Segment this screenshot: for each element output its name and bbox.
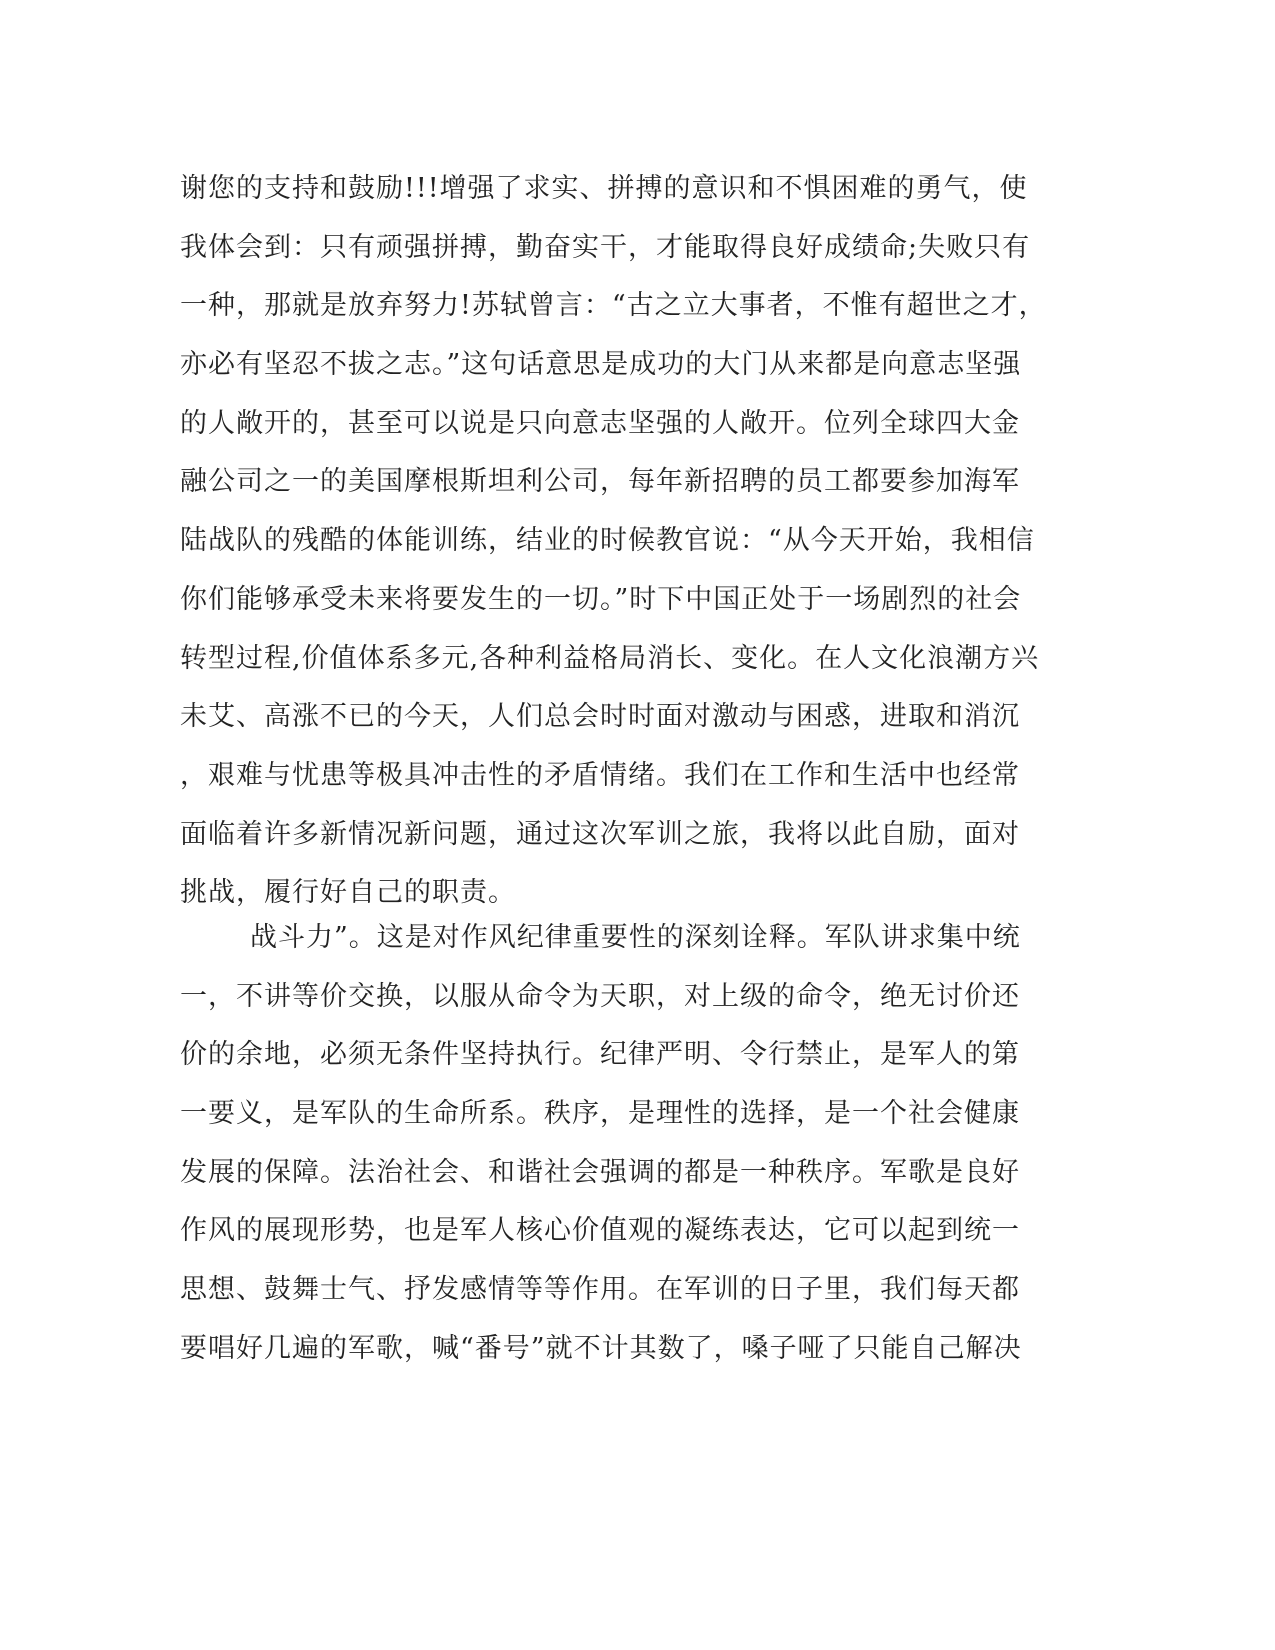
text-line: 亦必有坚忍不拔之志。”这句话意思是成功的大门从来都是向意志坚强	[180, 349, 1022, 381]
text-line: 陆战队的残酷的体能训练，结业的时候教官说：“从今天开始，我相信	[180, 525, 1035, 557]
text-line: 面临着许多新情况新问题，通过这次军训之旅，我将以此自励，面对	[180, 818, 1020, 850]
text-line: 挑战，履行好自己的职责。	[180, 877, 516, 909]
paragraph-1	[180, 160, 1047, 923]
text-line: 发展的保障。法治社会、和谐社会强调的都是一种秩序。军歌是良好	[180, 1156, 1020, 1188]
text-line: 我体会到：只有顽强拼搏，勤奋实干，才能取得良好成绩命;失败只有	[180, 231, 1031, 263]
text-line: 要唱好几遍的军歌，喊“番号”就不计其数了，嗓子哑了只能自己解决	[180, 1332, 1022, 1364]
text-line: 未艾、高涨不已的今天，人们总会时时面对激动与困惑，进取和消沉	[180, 701, 1020, 733]
text-line: 转型过程,价值体系多元,各种利益格局消长、变化。在人文化浪潮方兴	[180, 642, 1040, 674]
text-line: 的人敞开的，甚至可以说是只向意志坚强的人敞开。位列全球四大金	[180, 407, 1020, 439]
text-line: 谢您的支持和鼓励!!!增强了求实、拼搏的意识和不惧困难的勇气，使	[180, 173, 1028, 204]
text-line: 一，不讲等价交换，以服从命令为天职，对上级的命令，绝无讨价还	[180, 980, 1020, 1012]
text-line: ，艰难与忧患等极具冲击性的矛盾情绪。我们在工作和生活中也经常	[180, 759, 1020, 791]
text-line: 一要义，是军队的生命所系。秩序，是理性的选择，是一个社会健康	[180, 1098, 1020, 1130]
text-line: 战斗力”。这是对作风纪律重要性的深刻诠释。军队讲求集中统	[250, 922, 1021, 953]
text-line: 你们能够承受未来将要发生的一切。”时下中国正处于一场剧烈的社会	[180, 583, 1022, 615]
text-line: 一种，那就是放弃努力!苏轼曾言：“古之立大事者，不惟有超世之才，	[180, 290, 1047, 322]
paragraph-2	[180, 909, 1030, 1379]
text-line: 价的余地，必须无条件坚持执行。纪律严明、令行禁止，是军人的第	[180, 1039, 1020, 1071]
text-line: 融公司之一的美国摩根斯坦利公司，每年新招聘的员工都要参加海军	[180, 466, 1020, 498]
text-line: 思想、鼓舞士气、抒发感情等等作用。在军训的日子里，我们每天都	[180, 1274, 1020, 1306]
text-line: 作风的展现形势，也是军人核心价值观的凝练表达，它可以起到统一	[180, 1215, 1020, 1247]
